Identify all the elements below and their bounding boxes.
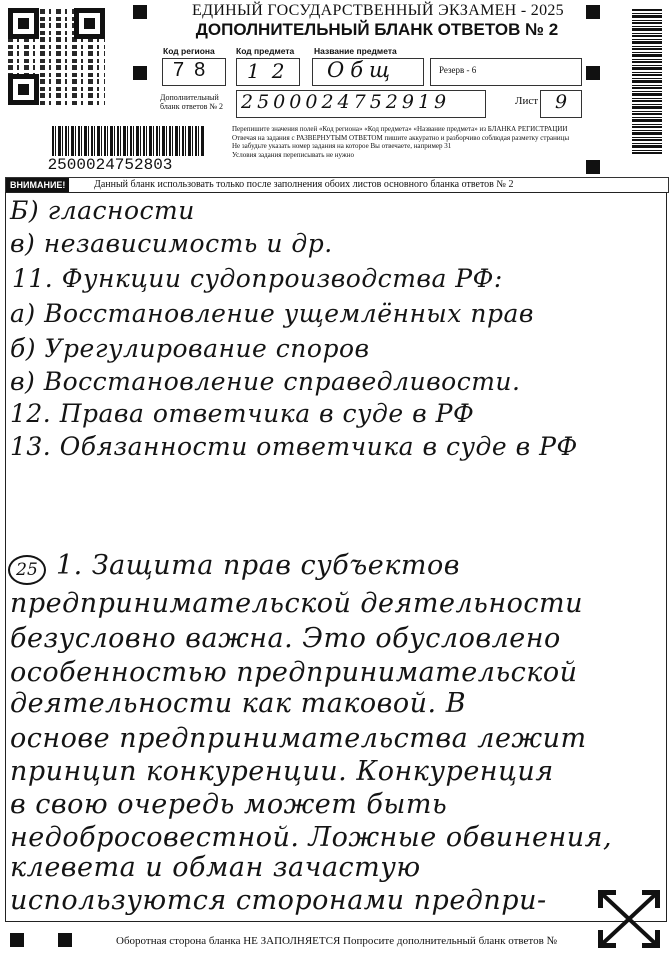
- answer25-line: деятельности как таковой. В: [10, 688, 467, 719]
- answer25-line: предпринимательской деятельности: [10, 588, 584, 619]
- answer-line: 13. Обязанности ответчика в суде в РФ: [10, 432, 578, 461]
- subject-code-value: 12: [247, 59, 297, 83]
- subject-code-field[interactable]: [236, 58, 300, 86]
- exam-title: ЕДИНЫЙ ГОСУДАРСТВЕННЫЙ ЭКЗАМЕН - 2025: [192, 2, 564, 19]
- corner-arrows-icon: [596, 888, 662, 950]
- barcode: [52, 126, 204, 156]
- subject-name-label: Название предмета: [314, 46, 397, 56]
- vertical-barcode: [632, 8, 662, 154]
- reserve-label: Резерв - 6: [439, 65, 477, 75]
- qr-finder-bl: [8, 74, 39, 105]
- footer-text: Оборотная сторона бланка НЕ ЗАПОЛНЯЕТСЯ Попросите дополнительный бланк ответов №: [116, 935, 558, 947]
- qr-finder-tl: [8, 8, 39, 39]
- form-title: ДОПОЛНИТЕЛЬНЫЙ БЛАНК ОТВЕТОВ № 2: [195, 20, 559, 39]
- answer-line: а) Восстановление ущемлённых прав: [10, 299, 534, 328]
- marker-square: [10, 933, 24, 947]
- warning-label: ВНИМАНИЕ!: [6, 178, 69, 192]
- marker-square: [58, 933, 72, 947]
- sheet-value: 9: [555, 91, 568, 113]
- qr-finder-tr: [74, 8, 105, 39]
- region-value: 78: [173, 59, 216, 81]
- marker-square: [586, 5, 600, 19]
- instructions: [232, 125, 592, 159]
- subject-name-field[interactable]: [312, 58, 424, 86]
- subject-code-label: Код предмета: [236, 46, 295, 56]
- answer25-line: основе предпринимательства лежит: [10, 723, 587, 754]
- answer25-line: безусловно важна. Это обусловлено: [10, 623, 561, 654]
- instruction-line: Условия задания переписывать не нужно: [232, 150, 354, 159]
- task-number-25: 25: [8, 555, 46, 585]
- answer25-line: используются сторонами предпри-: [10, 885, 547, 916]
- instruction-line: Перепишите значения полей «Код региона» «Код предмета» «Название предмета» из БЛАНКА РЕГИСТРАЦИИ: [232, 125, 568, 133]
- subject-name-value: Общ: [327, 58, 397, 82]
- region-field[interactable]: [162, 58, 226, 86]
- answer25-line: в свою очередь может быть: [10, 789, 448, 820]
- warning-bar: [5, 177, 669, 193]
- instruction-line: Отвечая на задания с РАЗВЕРНУТЫМ ОТВЕТОМ пишите аккуратно и разборчиво соблюдая разметку страницы: [232, 133, 570, 142]
- answer-line: б) Урегулирование споров: [10, 334, 370, 363]
- marker-square: [586, 160, 600, 174]
- barcode-number: 2500024752803: [47, 156, 173, 174]
- answer-line: в) независимость и др.: [10, 229, 333, 258]
- extra-blank-number: 2500024752919: [241, 91, 451, 113]
- region-label: Код региона: [163, 46, 215, 56]
- answer25-line: недобросовестной. Ложные обвинения,: [10, 822, 613, 853]
- extra-blank-label: Дополнительный бланк ответов № 2: [160, 93, 224, 111]
- answer25-line: 1. Защита прав субъектов: [56, 550, 460, 581]
- answer-line: в) Восстановление справедливости.: [10, 367, 521, 396]
- sheet-label: Лист: [515, 95, 539, 107]
- reserve-field: [430, 58, 582, 86]
- extra-blank-number-field[interactable]: [236, 90, 486, 118]
- instruction-line: Не забудьте указать номер задания на которое Вы отвечаете, например 31: [232, 142, 452, 150]
- answer-line: 12. Права ответчика в суде в РФ: [10, 399, 475, 428]
- marker-square: [133, 5, 147, 19]
- marker-square: [133, 66, 147, 80]
- answer25-line: клевета и обман зачастую: [10, 852, 421, 883]
- answer-line: 11. Функции судопроизводства РФ:: [12, 264, 503, 293]
- answer25-line: особенностью предпринимательской: [10, 657, 578, 688]
- answer25-line: принцип конкуренции. Конкуренция: [10, 756, 554, 787]
- warning-text: Данный бланк использовать только после заполнения обоих листов основного бланка ответов № 2: [94, 179, 514, 190]
- marker-square: [586, 66, 600, 80]
- answer-line: Б) гласности: [10, 196, 195, 225]
- sheet-field[interactable]: [540, 90, 582, 118]
